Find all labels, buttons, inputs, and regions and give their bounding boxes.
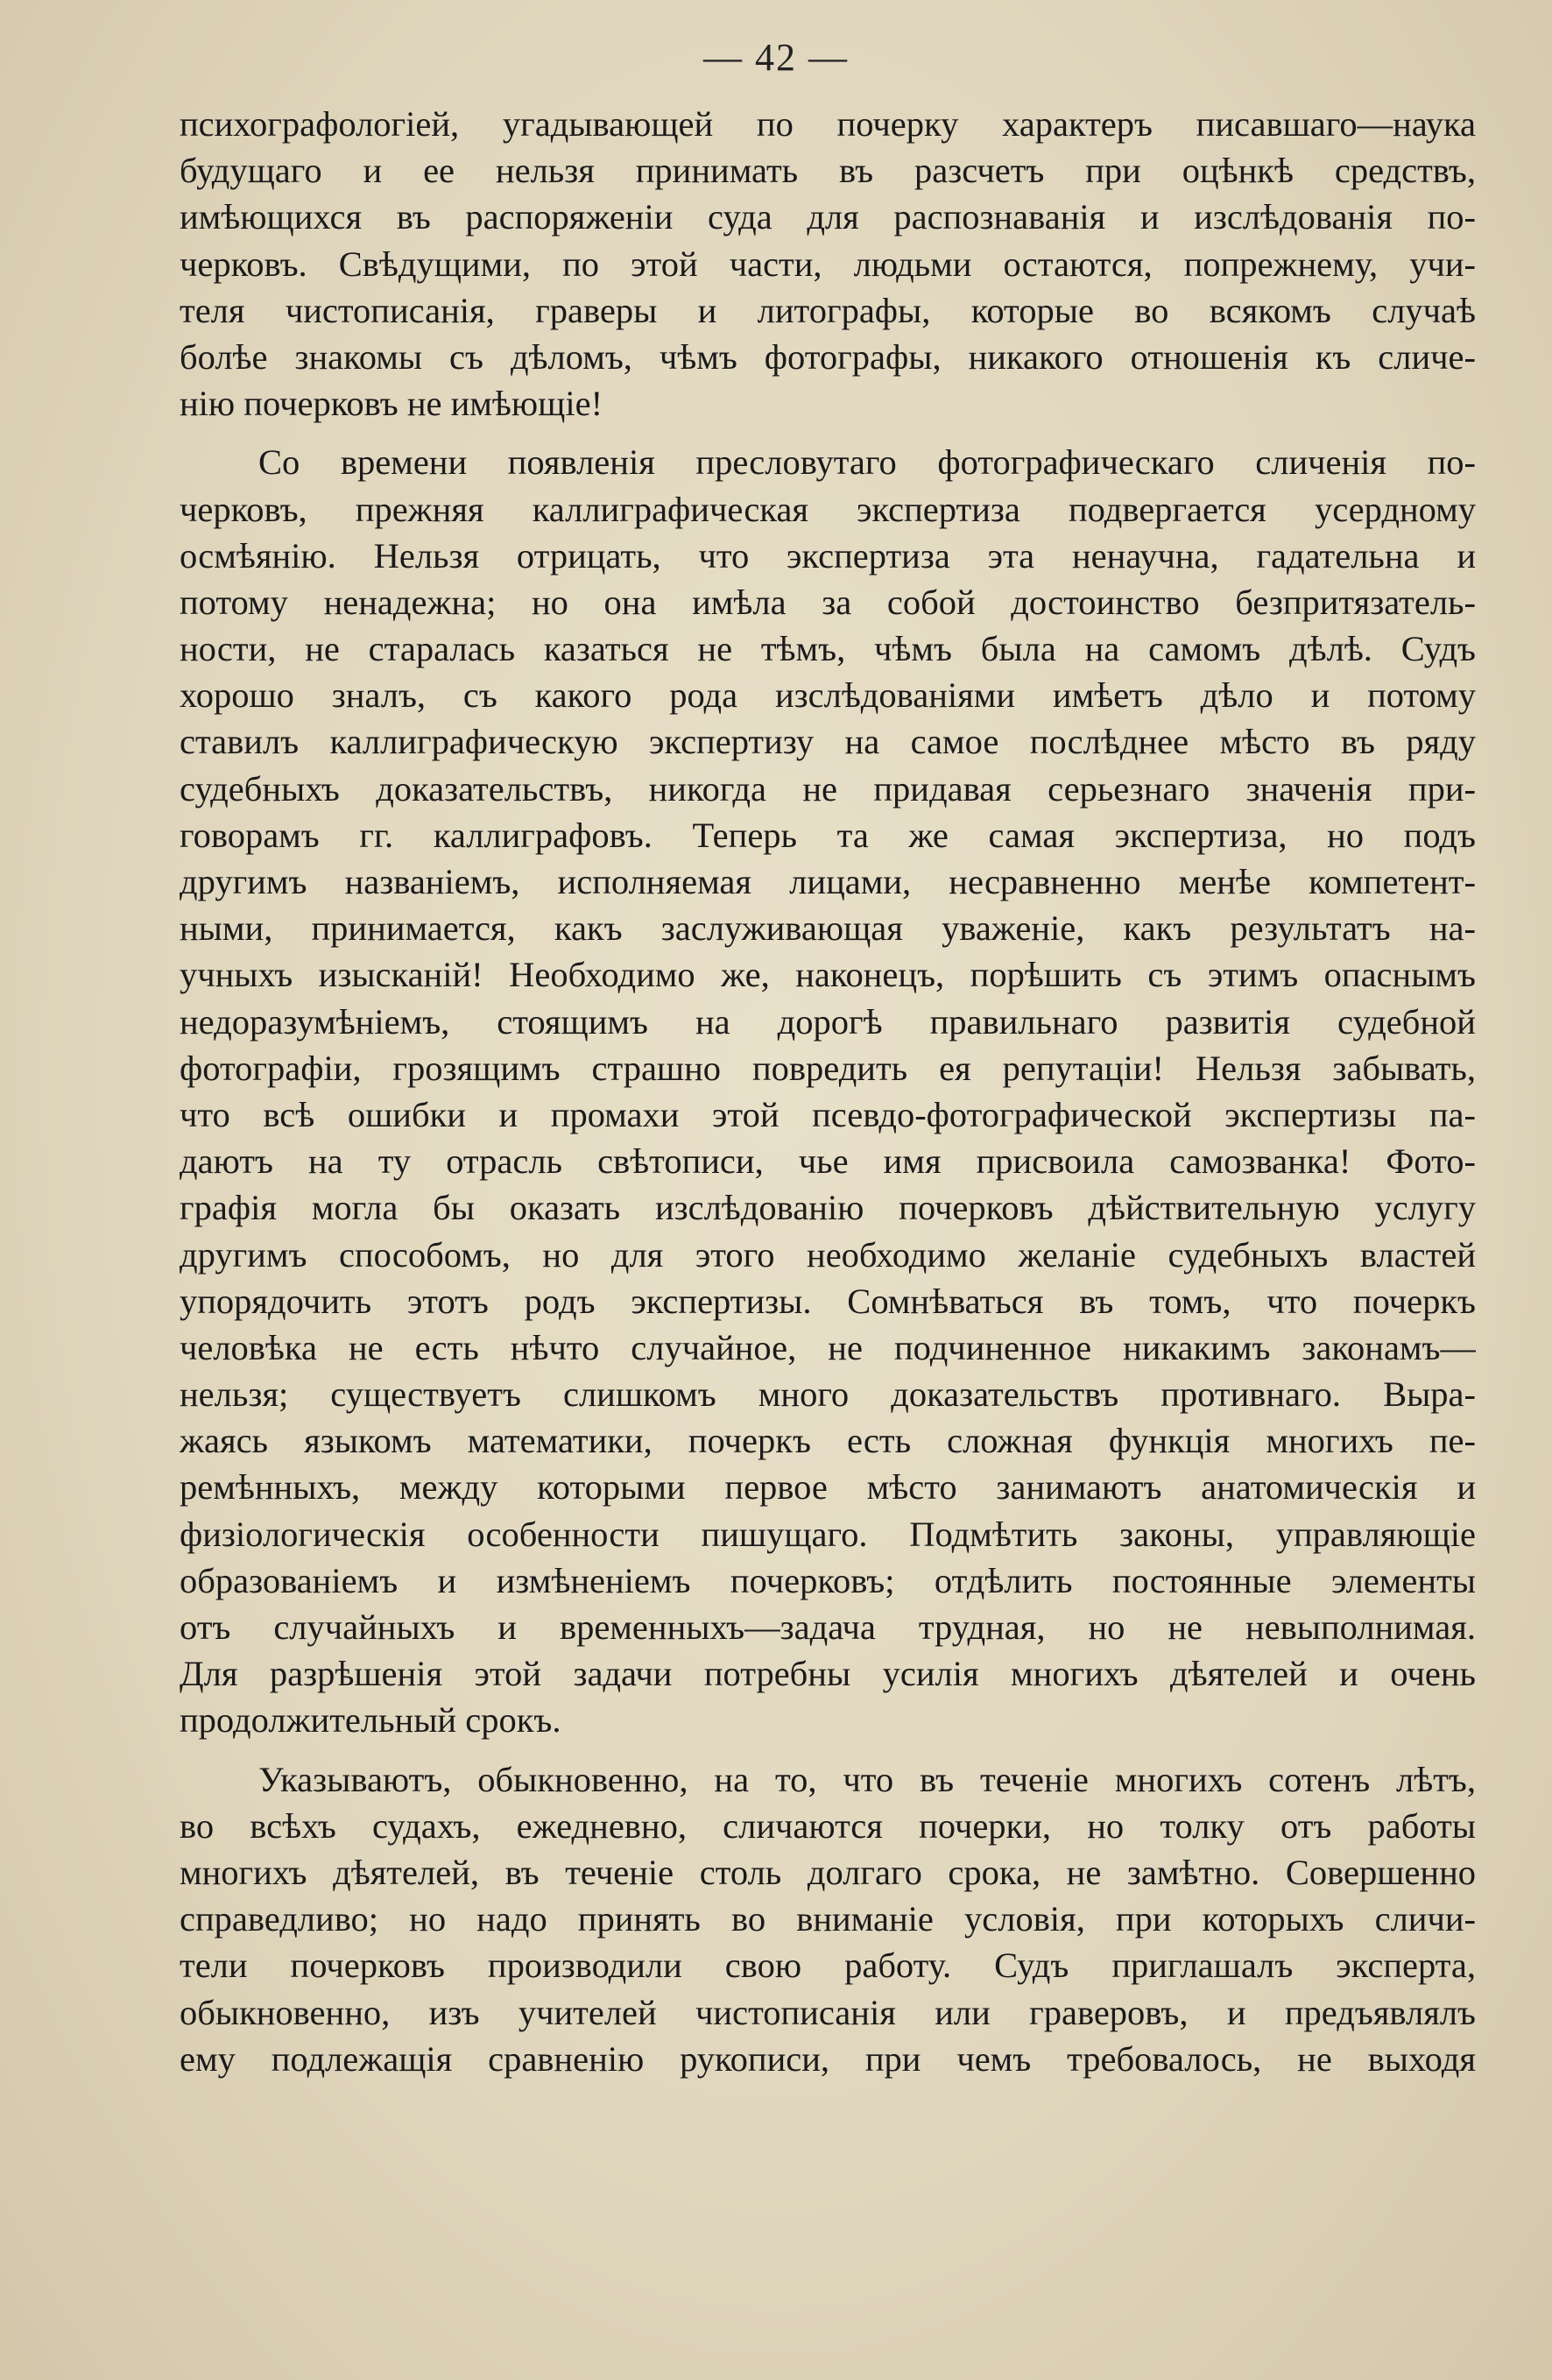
text-line: фотографіи, грозящимъ страшно повредить ея репутаціи! Нельзя забывать, (180, 1048, 1476, 1088)
text-line: Указываютъ, обыкновенно, на то, что въ теченіе многихъ сотенъ лѣтъ, (258, 1759, 1476, 1799)
text-line: Для разрѣшенія этой задачи потребны усилія многихъ дѣятелей и очень (180, 1654, 1476, 1694)
text-line: недоразумѣніемъ, стоящимъ на дорогѣ правильнаго развитія судебной (180, 1001, 1476, 1042)
text-line: физіологическія особенности пишущаго. Подмѣтить законы, управляющіе (180, 1514, 1476, 1554)
text-line: ремѣнныхъ, между которыми первое мѣсто занимаютъ анатомическія и (180, 1467, 1476, 1508)
text-line: во всѣхъ судахъ, ежедневно, сличаются почерки, но толку отъ работы (180, 1805, 1476, 1846)
text-line: черковъ. Свѣдущими, по этой части, людьми остаются, попрежнему, учи- (180, 244, 1476, 284)
text-line: болѣе знакомы съ дѣломъ, чѣмъ фотографы, никакого отношенія къ сличе- (180, 336, 1476, 377)
text-line: многихъ дѣятелей, въ теченіе столь долгаго срока, не замѣтно. Совершенно (180, 1852, 1476, 1892)
text-line: другимъ способомъ, но для этого необходимо желаніе судебныхъ властей (180, 1234, 1476, 1275)
text-line: тели почерковъ производили свою работу. Судъ приглашалъ эксперта, (180, 1946, 1476, 1986)
text-line: ными, принимается, какъ заслуживающая уваженіе, какъ результатъ на- (180, 908, 1476, 949)
text-line: говорамъ гг. каллиграфовъ. Теперь та же самая экспертиза, но подъ (180, 815, 1476, 855)
text-line: потому ненадежна; но она имѣла за собой достоинство безпритязатель- (180, 582, 1476, 622)
text-line: ему подлежащія сравненію рукописи, при чемъ требовалось, не выходя (180, 2038, 1476, 2079)
text-line: хорошо зналъ, съ какого рода изслѣдованіями имѣетъ дѣло и потому (180, 675, 1476, 716)
text-line: графія могла бы оказать изслѣдованію почерковъ дѣйствительную услугу (180, 1188, 1476, 1228)
text-line: отъ случайныхъ и временныхъ—задача трудная, но не невыполнимая. (180, 1607, 1476, 1647)
text-line: психографологіей, угадывающей по почерку характеръ писавшаго—наука (180, 104, 1476, 144)
text-line: другимъ названіемъ, исполняемая лицами, несравненно менѣе компетент- (180, 862, 1476, 901)
paragraph-1 (180, 101, 1476, 427)
text-line: ности, не старалась казаться не тѣмъ, чѣмъ была на самомъ дѣлѣ. Судъ (180, 629, 1476, 669)
text-line: нію почерковъ не имѣющіе! (180, 384, 603, 424)
text-line: справедливо; но надо принять во вниманіе условія, при которыхъ сличи- (180, 1899, 1476, 1939)
text-line: Со времени появленія пресловутаго фотографическаго сличенія по- (258, 442, 1476, 483)
text-line: жаясь языкомъ математики, почеркъ есть сложная функція многихъ пе- (180, 1421, 1476, 1461)
page-number: — 42 — (703, 36, 849, 79)
body-text (180, 101, 1476, 2082)
text-line: судебныхъ доказательствъ, никогда не придавая серьезнаго значенія при- (180, 768, 1476, 809)
text-line: ставилъ каллиграфическую экспертизу на самое послѣднее мѣсто въ ряду (180, 722, 1476, 762)
text-line: учныхъ изысканій! Необходимо же, наконецъ, порѣшить съ этимъ опаснымъ (180, 955, 1476, 995)
text-line: будущаго и ее нельзя принимать въ разсчетъ при оцѣнкѣ средствъ, (180, 151, 1476, 191)
text-line: обыкновенно, изъ учителей чистописанія или граверовъ, и предъявлялъ (180, 1992, 1476, 2032)
paragraph-2 (180, 439, 1476, 1743)
text-line: продолжительный срокъ. (180, 1700, 561, 1741)
text-line: упорядочить этотъ родъ экспертизы. Сомнѣваться въ томъ, что почеркъ (180, 1281, 1476, 1321)
text-line: осмѣянію. Нельзя отрицать, что экспертиза эта ненаучна, гадательна и (180, 535, 1476, 576)
text-line: черковъ, прежняя каллиграфическая экспертиза подвергается усердному (180, 489, 1476, 529)
text-line: имѣющихся въ распоряженіи суда для распознаванія и изслѣдованія по- (180, 197, 1476, 237)
text-line: даютъ на ту отрасль свѣтописи, чье имя присвоила самозванка! Фото- (180, 1141, 1476, 1182)
text-line: человѣка не есть нѣчто случайное, не подчиненное никакимъ законамъ— (180, 1327, 1476, 1367)
paragraph-3 (180, 1756, 1476, 2082)
text-line: образованіемъ и измѣненіемъ почерковъ; отдѣлить постоянные элементы (180, 1560, 1476, 1600)
text-line: что всѣ ошибки и промахи этой псевдо-фотографической экспертизы па- (180, 1094, 1476, 1134)
text-line: нельзя; существуетъ слишкомъ много доказательствъ противнаго. Выра- (180, 1374, 1476, 1415)
text-line: теля чистописанія, граверы и литографы, которые во всякомъ случаѣ (180, 290, 1476, 330)
